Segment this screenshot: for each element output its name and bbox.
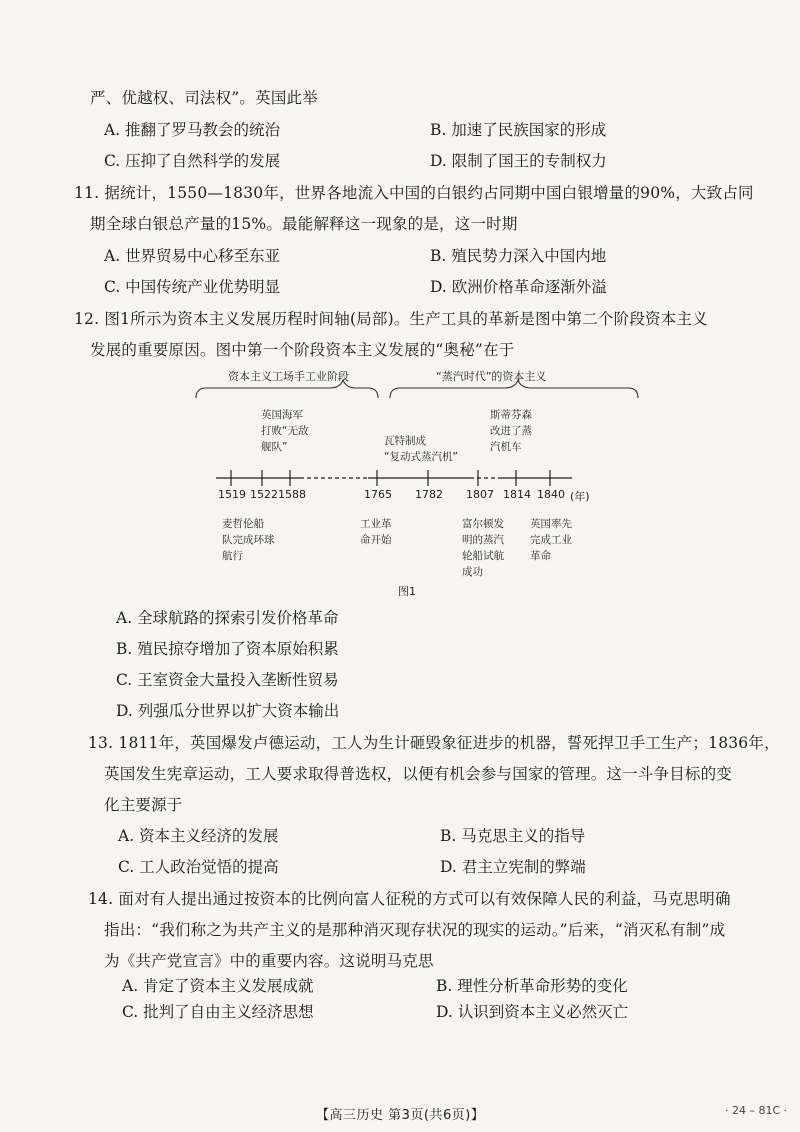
year-1814: 1814: [503, 488, 531, 501]
q10-option-a: A. 推翻了罗马教会的统治: [104, 121, 281, 139]
stage2-label: “蒸汽时代”的资本主义: [436, 370, 547, 383]
q12-option-c: C. 王室资金大量投入垄断性贸易: [116, 671, 339, 689]
q14-option-d: D. 认识到资本主义必然灭亡: [436, 1003, 629, 1021]
q11-option-b: B. 殖民势力深入中国内地: [430, 247, 607, 265]
page-footer: 【高三历史 第3页(共6页)】: [316, 1108, 485, 1123]
q12-stem-line-2: 发展的重要原因。图中第一个阶段资本主义发展的“奥秘”在于: [90, 341, 515, 359]
q13-option-c: C. 工人政治觉悟的提高: [118, 858, 279, 876]
q13-stem-line-2: 英国发生宪章运动，工人要求取得普选权，以便有机会参与国家的管理。这一斗争目标的变: [104, 765, 733, 783]
q12-option-b: B. 殖民掠夺增加了资本原始积累: [116, 640, 339, 658]
q12-option-a: A. 全球航路的探索引发价格革命: [116, 609, 339, 627]
year-unit: (年): [570, 490, 590, 503]
event-1588-note: 英国海军 打败“无敌 舰队”: [261, 409, 309, 453]
year-1765: 1765: [364, 488, 392, 501]
year-1519: 1519: [218, 488, 246, 501]
q11-option-a: A. 世界贸易中心移至东亚: [104, 247, 281, 265]
year-1840: 1840: [537, 488, 565, 501]
q14-option-a: A. 肯定了资本主义发展成就: [122, 977, 314, 995]
q14-option-c: C. 批判了自由主义经济思想: [122, 1003, 314, 1021]
q13-option-a: A. 资本主义经济的发展: [118, 827, 279, 845]
q14-option-b: B. 理性分析革命形势的变化: [436, 977, 628, 995]
q10-option-c: C. 压抑了自然科学的发展: [104, 152, 281, 170]
q11-option-d: D. 欧洲价格革命逐渐外溢: [430, 278, 607, 296]
q11-stem-line-2: 期全球白银总产量的15%。最能解释这一现象的是，这一时期: [90, 215, 518, 233]
q10-option-b: B. 加速了民族国家的形成: [430, 121, 607, 139]
event-1519-note: 麦哲伦船 队完成环球 航行: [222, 518, 275, 562]
event-1782-note: 瓦特制成 “复动式蒸汽机”: [384, 435, 458, 463]
q13-option-b: B. 马克思主义的指导: [440, 827, 586, 845]
q11-stem-line-1: 11. 据统计，1550—1830年，世界各地流入中国的白银约占同期中国白银增量的90%，大致占同: [74, 184, 754, 202]
q14-stem-line-2: 指出：“我们称之为共产主义的是那种消灭现存状况的现实的运动。”后来，“消灭私有制”成: [104, 921, 726, 939]
year-1588: 1588: [278, 488, 306, 501]
q10-stem-tail: 严、优越权、司法权”。英国此举: [90, 89, 318, 107]
q12-option-d: D. 列强瓜分世界以扩大资本输出: [116, 702, 340, 720]
q13-stem-line-1: 13. 1811年，英国爆发卢德运动，工人为生计砸毁象征进步的机器，誓死捍卫手工生产；1836年，: [88, 734, 780, 752]
figure-caption: 图1: [398, 585, 416, 598]
stage1-label: 资本主义工场手工业阶段: [228, 370, 349, 383]
event-1807-note: 富尔顿发 明的蒸汽 轮船试航 成功: [462, 518, 504, 578]
q14-stem-line-1: 14. 面对有人提出通过按资本的比例向富人征税的方式可以有效保障人民的利益，马克思明确: [88, 890, 731, 908]
q14-stem-line-3: 为《共产党宣言》中的重要内容。这说明马克思: [104, 952, 434, 970]
event-1814-note: 斯蒂芬森 改进了蒸 汽机车: [490, 409, 532, 453]
year-1807: 1807: [466, 488, 494, 501]
q10-option-d: D. 限制了国王的专制权力: [430, 152, 607, 170]
event-1840-note: 英国率先 完成工业 革命: [530, 518, 572, 562]
q13-stem-line-3: 化主要源于: [104, 796, 183, 814]
event-1765-note: 工业革 命开始: [360, 518, 392, 546]
paper-code: · 24 – 81C ·: [725, 1104, 788, 1117]
q11-option-c: C. 中国传统产业优势明显: [104, 278, 281, 296]
year-1782: 1782: [415, 488, 443, 501]
q13-option-d: D. 君主立宪制的弊端: [440, 858, 586, 876]
q12-stem-line-1: 12. 图1所示为资本主义发展历程时间轴(局部)。生产工具的革新是图中第二个阶段资本主义: [74, 310, 708, 328]
year-1522: 1522: [250, 488, 278, 501]
